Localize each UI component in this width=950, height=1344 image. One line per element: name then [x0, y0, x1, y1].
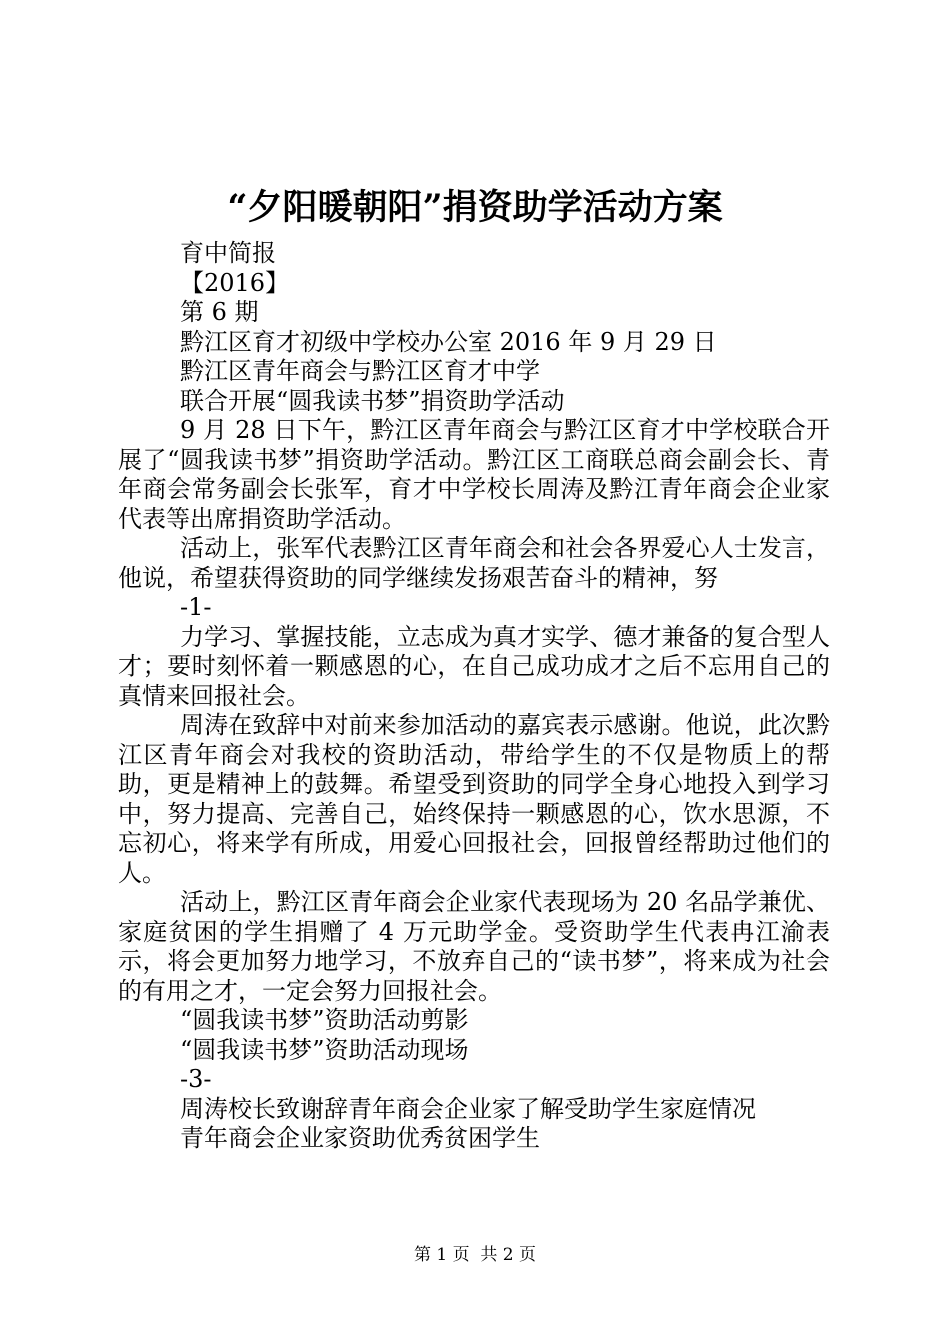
page-total: 共 2 页: [480, 1245, 537, 1265]
article-headline-line-2: 联合开展“圆我读书梦”捐资助学活动: [180, 386, 565, 415]
page-footer: [0, 1244, 950, 1266]
photo-caption: “圆我读书梦”资助活动剪影: [180, 1006, 469, 1034]
photo-caption: 青年商会企业家资助优秀贫困学生: [180, 1124, 540, 1152]
newsletter-name: 育中简报: [180, 239, 276, 267]
photo-caption: 周涛校长致谢辞青年商会企业家了解受助学生家庭情况: [180, 1094, 756, 1123]
page-number: 第 1 页: [413, 1245, 470, 1265]
document-title: “夕阳暖朝阳”捐资助学活动方案: [227, 187, 723, 228]
paragraph: 活动上，黔江区青年商会企业家代表现场为 20 名品学兼优、家庭贫困的学生捐赠了 4 万元助学金。受资助学生代表冉江渝表示，将会更加努力地学习，不放弃自己的“读书梦”，将来成为社会的有用之才，一定会努力回报社会。: [118, 888, 830, 1005]
newsletter-issuer-date: 黔江区育才初级中学校办公室 2016 年 9 月 29 日: [180, 327, 717, 356]
paragraph: 周涛在致辞中对前来参加活动的嘉宾表示感谢。他说，此次黔江区青年商会对我校的资助活动，带给学生的不仅是物质上的帮助，更是精神上的鼓舞。希望受到资助的同学全身心地投入到学习中，努力提高、完善自己，始终保持一颗感恩的心，饮水思源，不忘初心，将来学有所成，用爱心回报社会，回报曾经帮助过他们的人。: [118, 711, 830, 887]
photo-caption: “圆我读书梦”资助活动现场: [180, 1035, 469, 1064]
document-body: [118, 239, 830, 1154]
newsletter-issue: 第 6 期: [180, 298, 259, 326]
page-marker: -3-: [180, 1065, 212, 1093]
newsletter-year: 【2016】: [180, 268, 290, 297]
paragraph-continuation: 力学习、掌握技能，立志成为真才实学、德才兼备的复合型人才；要时刻怀着一颗感恩的心，在自己成功成才之后不忘用自己的真情来回报社会。: [118, 622, 830, 710]
paragraph: 9 月 28 日下午，黔江区青年商会与黔江区育才中学校联合开展了“圆我读书梦”捐资助学活动。黔江区工商联总商会副会长、青年商会常务副会长张军，育才中学校长周涛及黔江青年商会企业家代表等出席捐资助学活动。: [118, 416, 830, 533]
page-marker: -1-: [180, 593, 212, 621]
article-headline-line-1: 黔江区青年商会与黔江区育才中学: [180, 357, 540, 385]
paragraph: 活动上，张军代表黔江区青年商会和社会各界爱心人士发言，他说，希望获得资助的同学继续发扬艰苦奋斗的精神，努: [118, 534, 830, 592]
